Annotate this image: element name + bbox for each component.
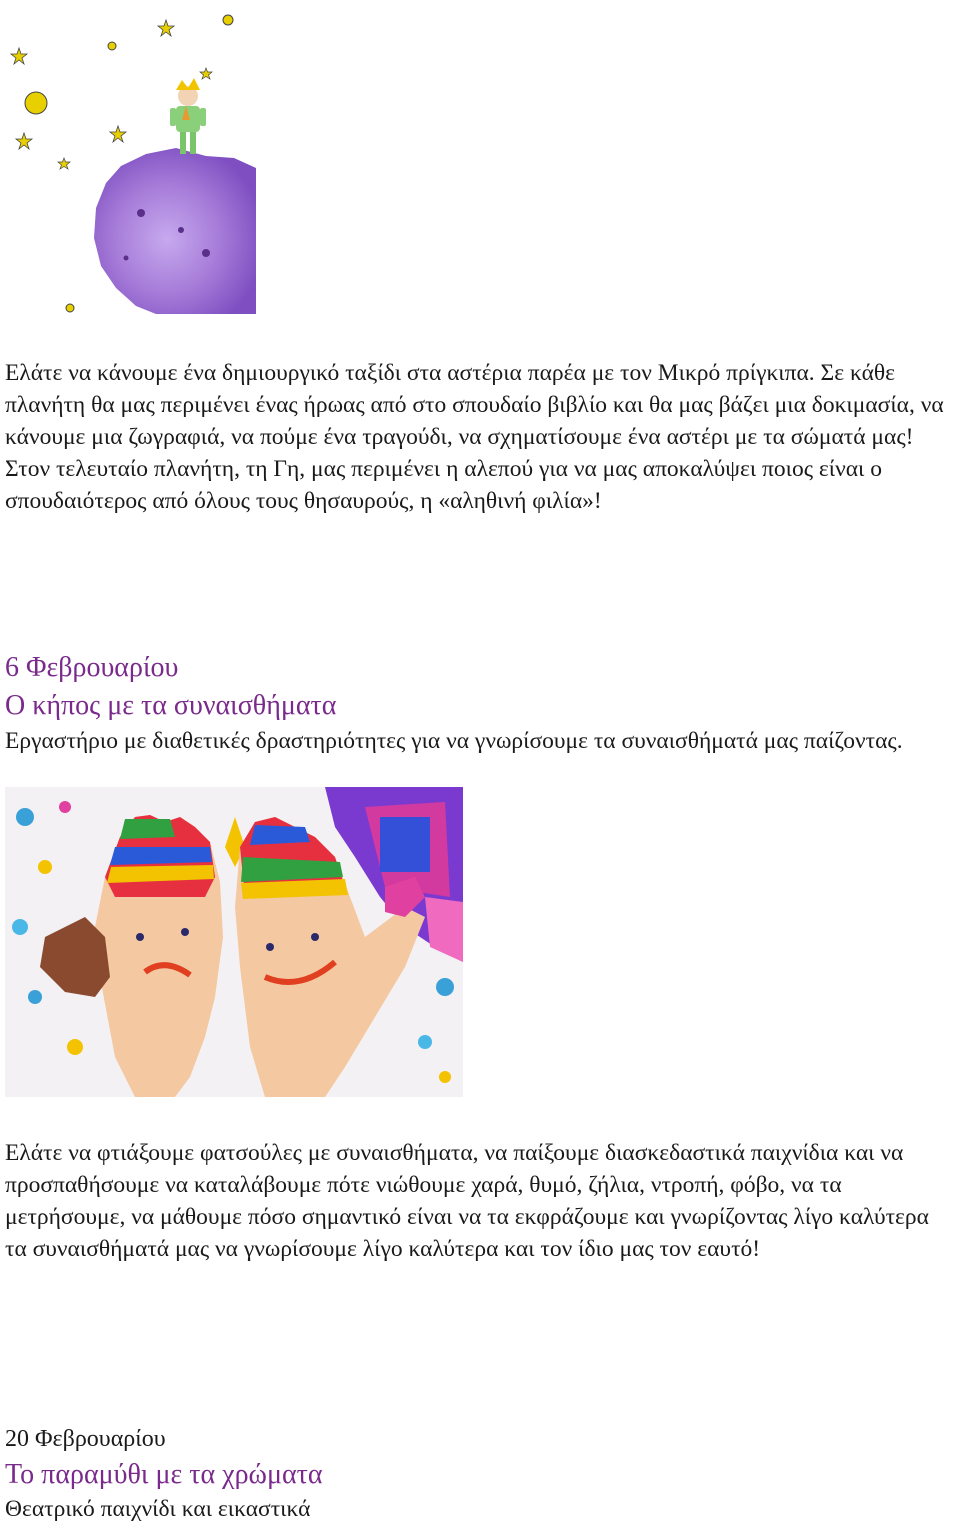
star-icon — [108, 42, 116, 50]
prince-figure — [170, 78, 206, 154]
star-icon — [158, 20, 174, 36]
star-icon — [11, 48, 27, 64]
intro-paragraph: Ελάτε να κάνουμε ένα δημιουργικό ταξίδι στα αστέρια παρέα με τον Μικρό πρίγκιπα. Σε κάθε πλανήτη θα μας περιμένει ένας ήρωας από στο σπουδαίο βιβλίο και θα μας βάζει μια δοκιμασία, να κάνουμε μια ζωγραφιά, να πούμε ένα τραγούδι, να σχηματίσουμε ένα αστέρι με τα σώματά μας! Στον τελευταίο πλανήτη, τη Γη, μας περιμένει η αλεπού για να μας αποκαλύψει ποιος είναι ο σπουδαιότερος από όλους τους θησαυρούς, η «αληθινή φιλία»! — [5, 360, 944, 514]
little-prince-illustration — [6, 8, 256, 314]
star-icon — [25, 92, 47, 114]
event-title: Το παραμύθι με τα χρώματα — [5, 1459, 323, 1490]
painted-hands-photo — [5, 787, 463, 1097]
star-icon — [66, 304, 74, 312]
emotions-paragraph: Ελάτε να φτιάξουμε φατσούλες με συναισθήματα, να παίξουμε διασκεδαστικά παιχνίδια και να προσπαθήσουμε να καταλάβουμε πότε νιώθουμε χαρά, θυμό, ζήλια, ντροπή, φόβο, να τα μετρήσουμε, να μάθουμε πόσο σημαντικό είναι να τα εκφράζουμε και γνωρίζοντας λίγο καλύτερα τα συναισθήματά μας να γνωρίσουμε λίγο καλύτερα και τον ίδιο μας τον εαυτό! — [5, 1140, 929, 1262]
planet-shape — [94, 148, 256, 314]
event-description: Εργαστήριο με διαθετικές δραστηριότητες για να γνωρίσουμε τα συναισθήματά μας παίζοντας. — [5, 728, 903, 754]
event-description: Θεατρικό παιχνίδι και εικαστικά — [5, 1496, 311, 1522]
event-date: 20 Φεβρουαρίου — [5, 1426, 166, 1452]
event-date: 6 Φεβρουαρίου — [5, 652, 179, 683]
star-icon — [223, 15, 233, 25]
event-title: Ο κήπος με τα συναισθήματα — [5, 690, 337, 721]
star-icon — [58, 158, 70, 169]
star-icon — [200, 68, 212, 79]
star-icon — [110, 126, 126, 142]
star-icon — [16, 133, 32, 149]
